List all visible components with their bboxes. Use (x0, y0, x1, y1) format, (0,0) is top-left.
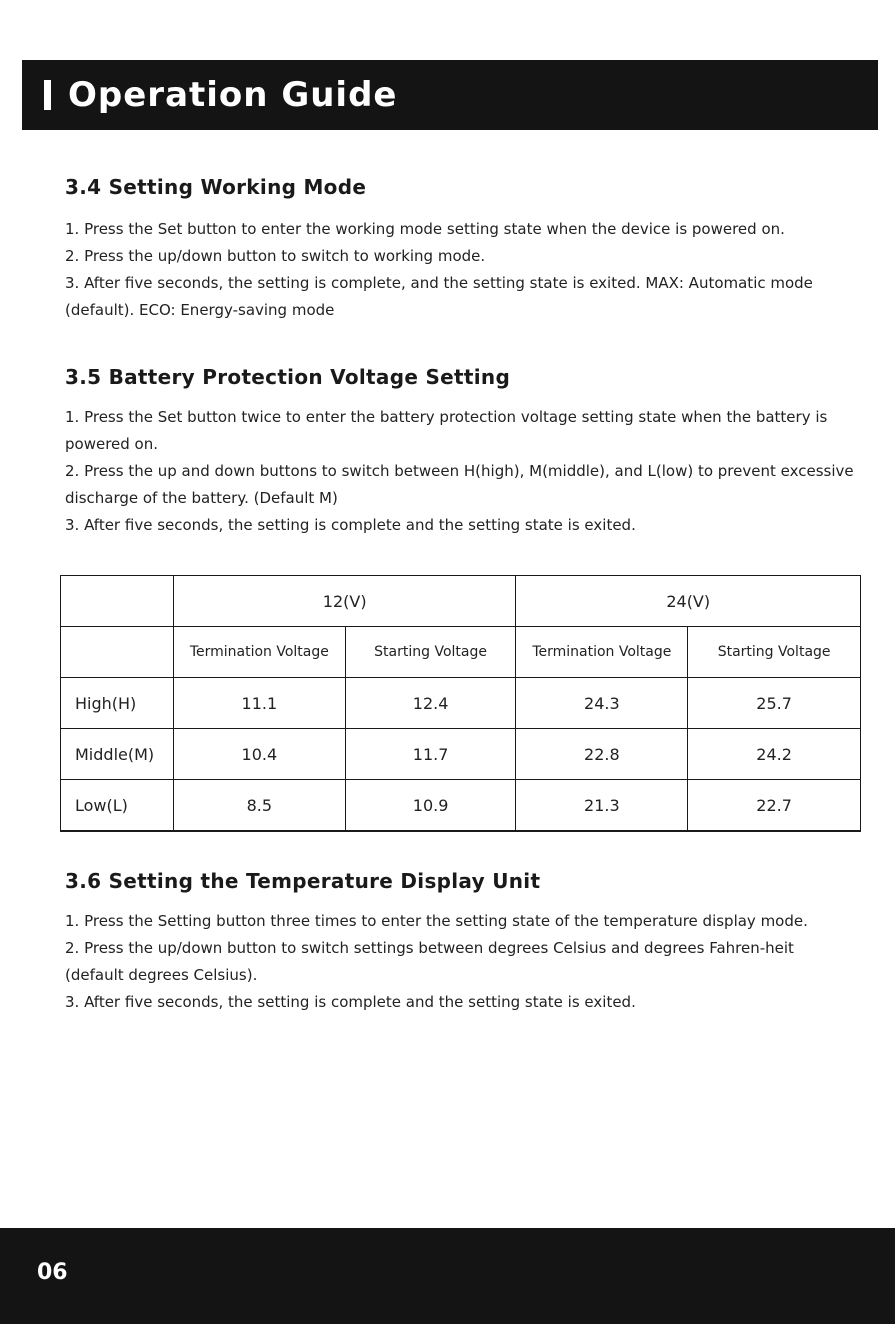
page-number: 06 (37, 1260, 68, 1285)
paragraph-line: 3. After five seconds, the setting is complete and the setting state is exited. (65, 993, 636, 1011)
table-cell: 8.5 (173, 780, 345, 832)
section-body-working-mode (65, 216, 855, 324)
table-cell: 24.2 (688, 729, 861, 780)
paragraph-line: 3. After five seconds, the setting is complete, and the setting state is exited. MAX: Automatic mode (default). ECO: Energy-saving mode (65, 274, 813, 319)
paragraph-line: 2. Press the up and down buttons to switch between H(high), M(middle), and L(low) to prevent excessive discharge of the battery. (Default M) (65, 462, 854, 507)
table-row-label: Low(L) (61, 780, 174, 832)
table-row-label: Middle(M) (61, 729, 174, 780)
table-row (61, 780, 861, 832)
section-heading-battery-protection: 3.5 Battery Protection Voltage Setting (65, 365, 511, 389)
table-row-label: High(H) (61, 678, 174, 729)
footer-bar (0, 1228, 895, 1324)
section-heading-working-mode: 3.4 Setting Working Mode (65, 175, 367, 199)
table-cell: 24.3 (516, 678, 688, 729)
page-title: Operation Guide (68, 75, 398, 115)
table-subheader-row (61, 627, 861, 678)
table-subheader: Starting Voltage (345, 627, 516, 678)
table-cell: 11.1 (173, 678, 345, 729)
table-row (61, 678, 861, 729)
table-cell: 22.8 (516, 729, 688, 780)
paragraph-line: 1. Press the Set button to enter the working mode setting state when the device is powered on. (65, 220, 785, 238)
table-corner-cell (61, 627, 174, 678)
paragraph-line: 1. Press the Setting button three times to enter the setting state of the temperature display mode. (65, 912, 808, 930)
table-cell: 21.3 (516, 780, 688, 832)
paragraph-line: 2. Press the up/down button to switch settings between degrees Celsius and degrees Fahren-heit (default degrees Celsius). (65, 939, 794, 984)
table-cell: 12.4 (345, 678, 516, 729)
section-body-battery-protection (65, 404, 855, 539)
table-cell: 22.7 (688, 780, 861, 832)
table-cell: 25.7 (688, 678, 861, 729)
table-group-header-12v: 12(V) (173, 576, 516, 627)
table-subheader: Starting Voltage (688, 627, 861, 678)
table-cell: 10.4 (173, 729, 345, 780)
header-accent-bar (44, 80, 51, 110)
paragraph-line: 2. Press the up/down button to switch to working mode. (65, 247, 486, 265)
paragraph-line: 1. Press the Set button twice to enter the battery protection voltage setting state when the battery is powered on. (65, 408, 828, 453)
table-group-header-24v: 24(V) (516, 576, 861, 627)
voltage-table (60, 575, 861, 832)
table-subheader: Termination Voltage (516, 627, 688, 678)
section-body-temperature-unit (65, 908, 855, 1016)
table-cell: 10.9 (345, 780, 516, 832)
table-header-row (61, 576, 861, 627)
header-bar (22, 60, 878, 130)
table-corner-cell (61, 576, 174, 627)
table-subheader: Termination Voltage (173, 627, 345, 678)
table-row (61, 729, 861, 780)
paragraph-line: 3. After five seconds, the setting is complete and the setting state is exited. (65, 516, 636, 534)
section-heading-temperature-unit: 3.6 Setting the Temperature Display Unit (65, 869, 541, 893)
table-cell: 11.7 (345, 729, 516, 780)
